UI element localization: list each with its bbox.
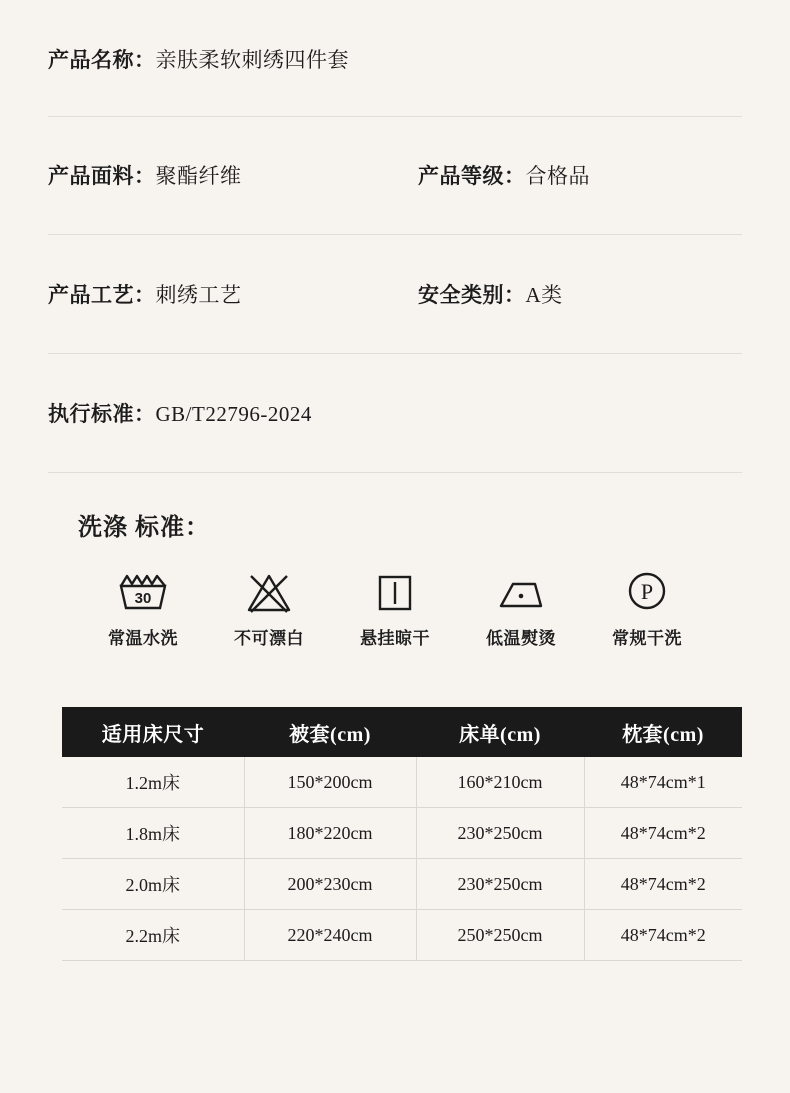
spec-cell [48, 279, 418, 309]
spec-value: 合格品 [525, 164, 590, 188]
dry-clean-p-icon [619, 568, 675, 616]
table-cell: 200*230cm [244, 859, 416, 910]
spec-label: 安全类别： [418, 283, 526, 307]
wash-tub-30-icon [115, 568, 171, 616]
spec-value: 刺绣工艺 [155, 283, 242, 307]
table-cell: 1.8m床 [62, 808, 244, 859]
care-item-low-iron [475, 568, 567, 649]
table-row [62, 757, 742, 808]
iron-low-temp-icon [493, 568, 549, 616]
svg-text:P: P [640, 579, 654, 604]
care-item-line-dry [349, 568, 441, 649]
svg-text:30: 30 [134, 590, 152, 607]
table-cell: 1.2m床 [62, 757, 244, 808]
table-cell: 180*220cm [244, 808, 416, 859]
spec-value: A类 [525, 283, 563, 307]
spec-value: 聚酯纤维 [155, 164, 242, 188]
care-item-dry-clean [601, 568, 693, 649]
table-header-cell: 被套(cm) [244, 707, 416, 757]
table-row [62, 808, 742, 859]
spec-cell [48, 44, 418, 74]
care-item-label: 不可漂白 [234, 629, 304, 648]
table-row [62, 859, 742, 910]
table-header-cell: 枕套(cm) [584, 707, 742, 757]
table-cell: 150*200cm [244, 757, 416, 808]
spec-label: 产品工艺： [48, 283, 156, 307]
care-item-no-bleach [223, 568, 315, 649]
line-dry-hang-icon [367, 568, 423, 616]
spec-value: GB/T22796-2024 [155, 402, 312, 426]
care-item-label: 常温水洗 [108, 629, 178, 648]
table-cell: 230*250cm [416, 859, 584, 910]
table-header-cell: 床单(cm) [416, 707, 584, 757]
spec-label: 执行标准： [48, 402, 156, 426]
spec-value: 亲肤柔软刺绣四件套 [155, 48, 349, 72]
spec-label: 产品等级： [418, 164, 526, 188]
care-item-label: 悬挂晾干 [360, 629, 430, 648]
table-cell: 2.2m床 [62, 910, 244, 961]
spec-cell [48, 398, 418, 428]
table-cell: 250*250cm [416, 910, 584, 961]
table-cell: 2.0m床 [62, 859, 244, 910]
spec-cell [418, 160, 590, 190]
care-item-machine-wash [97, 568, 189, 649]
spec-cell [418, 279, 563, 309]
spec-label: 产品面料： [48, 164, 156, 188]
size-table [62, 707, 742, 961]
spec-row-product-name [0, 0, 790, 116]
care-item-label: 常规干洗 [612, 629, 682, 648]
table-cell: 48*74cm*2 [584, 859, 742, 910]
table-cell: 48*74cm*1 [584, 757, 742, 808]
spec-cell [48, 160, 418, 190]
no-bleach-triangle-icon [241, 568, 297, 616]
care-item-label: 低温熨烫 [486, 629, 556, 648]
table-cell: 220*240cm [244, 910, 416, 961]
spec-label: 产品名称： [48, 48, 156, 72]
care-icon-list [0, 542, 790, 649]
spec-row-fabric-grade [0, 117, 790, 234]
table-cell: 160*210cm [416, 757, 584, 808]
table-cell: 48*74cm*2 [584, 808, 742, 859]
care-section-title: 洗涤 标准： [78, 515, 210, 541]
table-cell: 48*74cm*2 [584, 910, 742, 961]
spec-row-standard [0, 354, 790, 472]
size-table-wrapper [0, 649, 790, 961]
spec-row-craft-safety [0, 235, 790, 353]
table-header-row [62, 707, 742, 757]
table-header-cell: 适用床尺寸 [62, 707, 244, 757]
table-row [62, 910, 742, 961]
table-cell: 230*250cm [416, 808, 584, 859]
